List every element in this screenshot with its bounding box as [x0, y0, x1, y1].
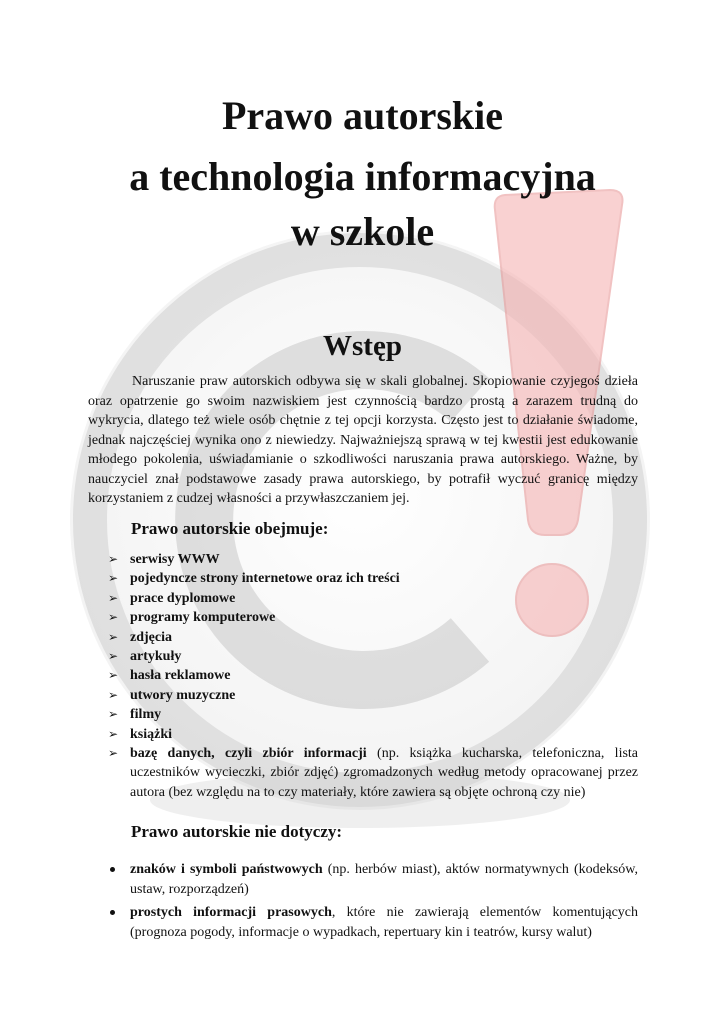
document-title-line-1: Prawo autorskie — [221, 93, 504, 138]
list-item: ➢ artykuły — [108, 647, 638, 666]
bullet-dot-icon — [110, 867, 115, 872]
list-item: prostych informacji prasowych, które nie zawierają elementów komentujących (prognoza pogody, informacje o wypadkach, repertuary kin i teatrów, kursy walut) — [108, 903, 638, 942]
document-title-line-3: w szkole — [290, 209, 435, 254]
list-item: ➢ serwisy WWW — [108, 550, 638, 569]
intro-paragraph: Naruszanie praw autorskich odbywa się w skali globalnej. Skopiowanie czyjegoś dzieła oraz opatrzenie go swoim nazwiskiem jest czynnością bardzo prostą a zarazem trudną do wykrycia, dlatego też wiele osób chętnie z tej opcji korzysta. Często jest to działanie świadome, jednak najczęściej wynika ono z niewiedzy. Najważniejszą sprawą w tej kwestii jest edukowanie młodego pokolenia, uświadamianie o szkodliwości naruszania prawa autorskiego. Ważne, by nauczyciel znał podstawowe zasady prawa autorskiego, by potrafił wyczuć granicę między korzystaniem z cudzej własności a przywłaszczaniem jej. — [88, 374, 638, 506]
list-item: ➢ programy komputerowe — [108, 608, 638, 627]
arrow-bullet-icon: ➢ — [108, 687, 119, 702]
list-item: ➢ hasła reklamowe — [108, 666, 638, 685]
document-title-line-2: a technologia informacyjna — [129, 154, 596, 199]
arrow-bullet-icon: ➢ — [108, 726, 119, 741]
arrow-bullet-icon: ➢ — [108, 629, 119, 644]
list-item: ➢ pojedyncze strony internetowe oraz ich treści — [108, 569, 638, 588]
not-covers-heading: Prawo autorskie nie dotyczy: — [131, 822, 343, 841]
list-item: ➢ zdjęcia — [108, 628, 638, 647]
bullet-dot-icon — [110, 910, 115, 915]
list-item: ➢ filmy — [108, 705, 638, 724]
arrow-bullet-icon: ➢ — [108, 746, 119, 761]
section-heading: Wstęp — [323, 330, 402, 362]
arrow-bullet-icon: ➢ — [108, 590, 119, 605]
arrow-bullet-icon: ➢ — [108, 649, 119, 664]
arrow-bullet-icon: ➢ — [108, 571, 119, 586]
arrow-bullet-icon: ➢ — [108, 610, 119, 625]
list-item: ➢ książki — [108, 725, 638, 744]
not-covers-list — [108, 860, 638, 946]
arrow-bullet-icon: ➢ — [108, 668, 119, 683]
covers-list — [108, 550, 638, 802]
arrow-bullet-icon: ➢ — [108, 552, 119, 566]
list-item: ➢ utwory muzyczne — [108, 686, 638, 705]
list-item: ➢ prace dyplomowe — [108, 589, 638, 608]
list-item: znaków i symboli państwowych (np. herbów miast), aktów normatywnych (kodeksów, ustaw, rozporządzeń) — [108, 860, 638, 899]
arrow-bullet-icon: ➢ — [108, 707, 119, 722]
covers-heading: Prawo autorskie obejmuje: — [131, 519, 329, 538]
list-item-database: ➢ bazę danych, czyli zbiór informacji (np. książka kucharska, telefoniczna, lista uczestników wycieczki, zbiór zdjęć) zgromadzonych według metody opracowanej przez autora (bez względu na to czy materiały, które zawiera są objęte ochroną czy nie) — [108, 746, 639, 800]
